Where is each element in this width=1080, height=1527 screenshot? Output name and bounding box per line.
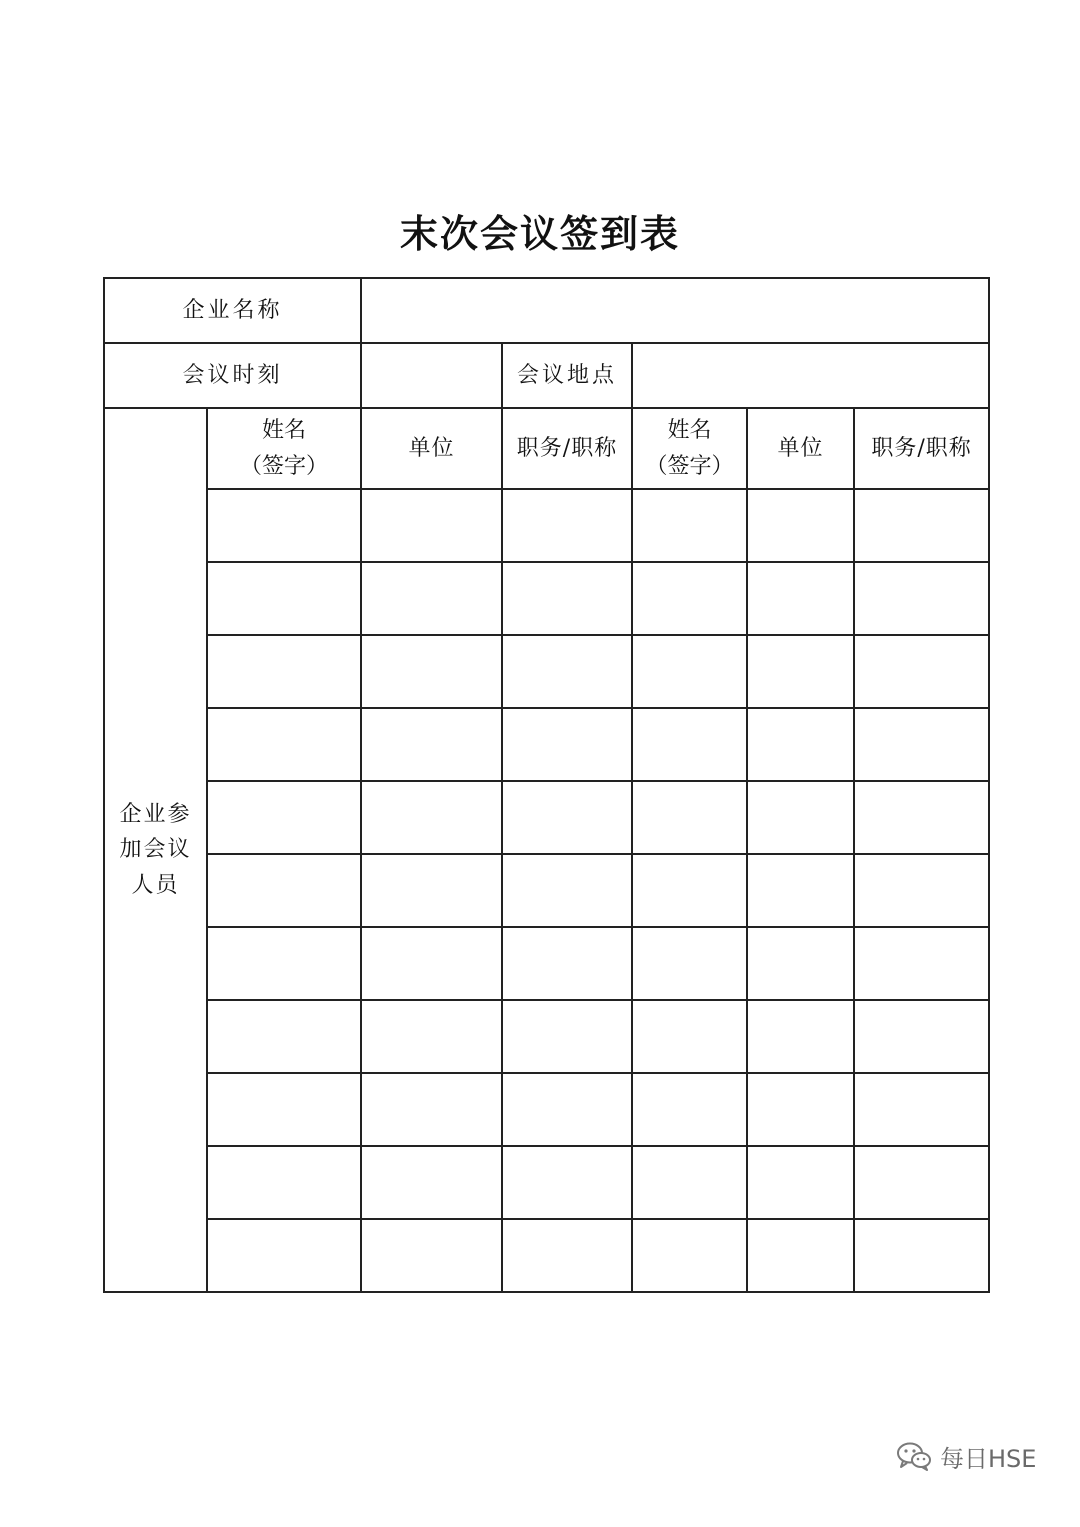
page-title: 末次会议签到表 (399, 212, 680, 256)
unit-cell-2[interactable] (747, 781, 854, 854)
position-cell[interactable] (502, 1000, 632, 1073)
unit-cell[interactable] (361, 635, 502, 708)
watermark (896, 1436, 1036, 1476)
unit-cell[interactable] (361, 489, 502, 562)
name-signature-cell[interactable] (207, 1146, 361, 1219)
unit-cell[interactable] (361, 854, 502, 927)
name-signature-cell[interactable] (207, 708, 361, 781)
name-signature-cell-2[interactable] (632, 635, 747, 708)
header-signature-line: （签字） (240, 453, 329, 479)
position-cell[interactable] (502, 854, 632, 927)
company-name-row (104, 278, 989, 343)
wechat-icon (896, 1441, 932, 1471)
position-cell-2[interactable] (854, 781, 989, 854)
position-cell[interactable] (502, 1219, 632, 1292)
meeting-place-label: 会议地点 (502, 343, 632, 408)
name-signature-cell[interactable] (207, 635, 361, 708)
unit-cell-2[interactable] (747, 635, 854, 708)
position-cell[interactable] (502, 781, 632, 854)
table-row (104, 635, 989, 708)
name-signature-cell[interactable] (207, 854, 361, 927)
name-signature-cell-2[interactable] (632, 1073, 747, 1146)
watermark-text: 每日HSE (940, 1444, 1037, 1473)
position-cell-2[interactable] (854, 562, 989, 635)
position-cell[interactable] (502, 562, 632, 635)
table-row (104, 489, 989, 562)
table-row (104, 708, 989, 781)
table-row (104, 1000, 989, 1073)
unit-cell-2[interactable] (747, 489, 854, 562)
column-header-name-signature (207, 408, 361, 489)
attendees-label-line: 人员 (131, 872, 180, 898)
table-row (104, 562, 989, 635)
unit-cell-2[interactable] (747, 708, 854, 781)
position-cell[interactable] (502, 635, 632, 708)
table-row (104, 1146, 989, 1219)
position-cell-2[interactable] (854, 927, 989, 1000)
name-signature-cell-2[interactable] (632, 854, 747, 927)
name-signature-cell-2[interactable] (632, 781, 747, 854)
unit-cell-2[interactable] (747, 1000, 854, 1073)
attendees-label-line: 企业参 (119, 802, 192, 828)
unit-cell[interactable] (361, 1146, 502, 1219)
unit-cell-2[interactable] (747, 1219, 854, 1292)
position-cell-2[interactable] (854, 1000, 989, 1073)
unit-cell[interactable] (361, 1219, 502, 1292)
position-cell[interactable] (502, 1146, 632, 1219)
position-cell-2[interactable] (854, 854, 989, 927)
position-cell[interactable] (502, 1073, 632, 1146)
position-cell-2[interactable] (854, 635, 989, 708)
table-row (104, 1073, 989, 1146)
name-signature-cell[interactable] (207, 489, 361, 562)
position-cell-2[interactable] (854, 708, 989, 781)
unit-cell-2[interactable] (747, 1073, 854, 1146)
name-signature-cell-2[interactable] (632, 489, 747, 562)
unit-cell-2[interactable] (747, 1146, 854, 1219)
company-name-label: 企业名称 (104, 278, 361, 343)
name-signature-cell-2[interactable] (632, 927, 747, 1000)
name-signature-cell[interactable] (207, 1000, 361, 1073)
name-signature-cell[interactable] (207, 927, 361, 1000)
table-row (104, 781, 989, 854)
column-header-unit-2: 单位 (747, 408, 854, 489)
meeting-info-row (104, 343, 989, 408)
table-row (104, 927, 989, 1000)
unit-cell[interactable] (361, 1073, 502, 1146)
header-signature-line: （签字） (645, 453, 734, 479)
header-name-line: 姓名 (667, 418, 712, 444)
meeting-time-label: 会议时刻 (104, 343, 361, 408)
position-cell-2[interactable] (854, 489, 989, 562)
column-header-name-signature-2 (632, 408, 747, 489)
name-signature-cell-2[interactable] (632, 1146, 747, 1219)
position-cell[interactable] (502, 927, 632, 1000)
name-signature-cell[interactable] (207, 781, 361, 854)
position-cell-2[interactable] (854, 1146, 989, 1219)
unit-cell[interactable] (361, 781, 502, 854)
name-signature-cell-2[interactable] (632, 708, 747, 781)
column-header-unit: 单位 (361, 408, 502, 489)
name-signature-cell[interactable] (207, 562, 361, 635)
unit-cell-2[interactable] (747, 927, 854, 1000)
table-row (104, 1219, 989, 1292)
unit-cell[interactable] (361, 708, 502, 781)
unit-cell-2[interactable] (747, 562, 854, 635)
name-signature-cell-2[interactable] (632, 1219, 747, 1292)
company-name-field[interactable] (361, 278, 989, 343)
attendee-header-row (104, 408, 989, 489)
column-header-position: 职务/职称 (502, 408, 632, 489)
name-signature-cell-2[interactable] (632, 1000, 747, 1073)
attendees-label-line: 加会议 (119, 837, 192, 863)
unit-cell[interactable] (361, 927, 502, 1000)
header-name-line: 姓名 (262, 418, 307, 444)
position-cell[interactable] (502, 708, 632, 781)
position-cell-2[interactable] (854, 1219, 989, 1292)
column-header-position-2: 职务/职称 (854, 408, 989, 489)
sign-in-table (103, 277, 990, 1293)
table-row (104, 854, 989, 927)
unit-cell-2[interactable] (747, 854, 854, 927)
name-signature-cell-2[interactable] (632, 562, 747, 635)
unit-cell[interactable] (361, 562, 502, 635)
position-cell-2[interactable] (854, 1073, 989, 1146)
meeting-time-field[interactable] (361, 343, 502, 408)
unit-cell[interactable] (361, 1000, 502, 1073)
name-signature-cell[interactable] (207, 1219, 361, 1292)
name-signature-cell[interactable] (207, 1073, 361, 1146)
attendees-section-label (104, 408, 207, 1292)
position-cell[interactable] (502, 489, 632, 562)
meeting-place-field[interactable] (632, 343, 989, 408)
